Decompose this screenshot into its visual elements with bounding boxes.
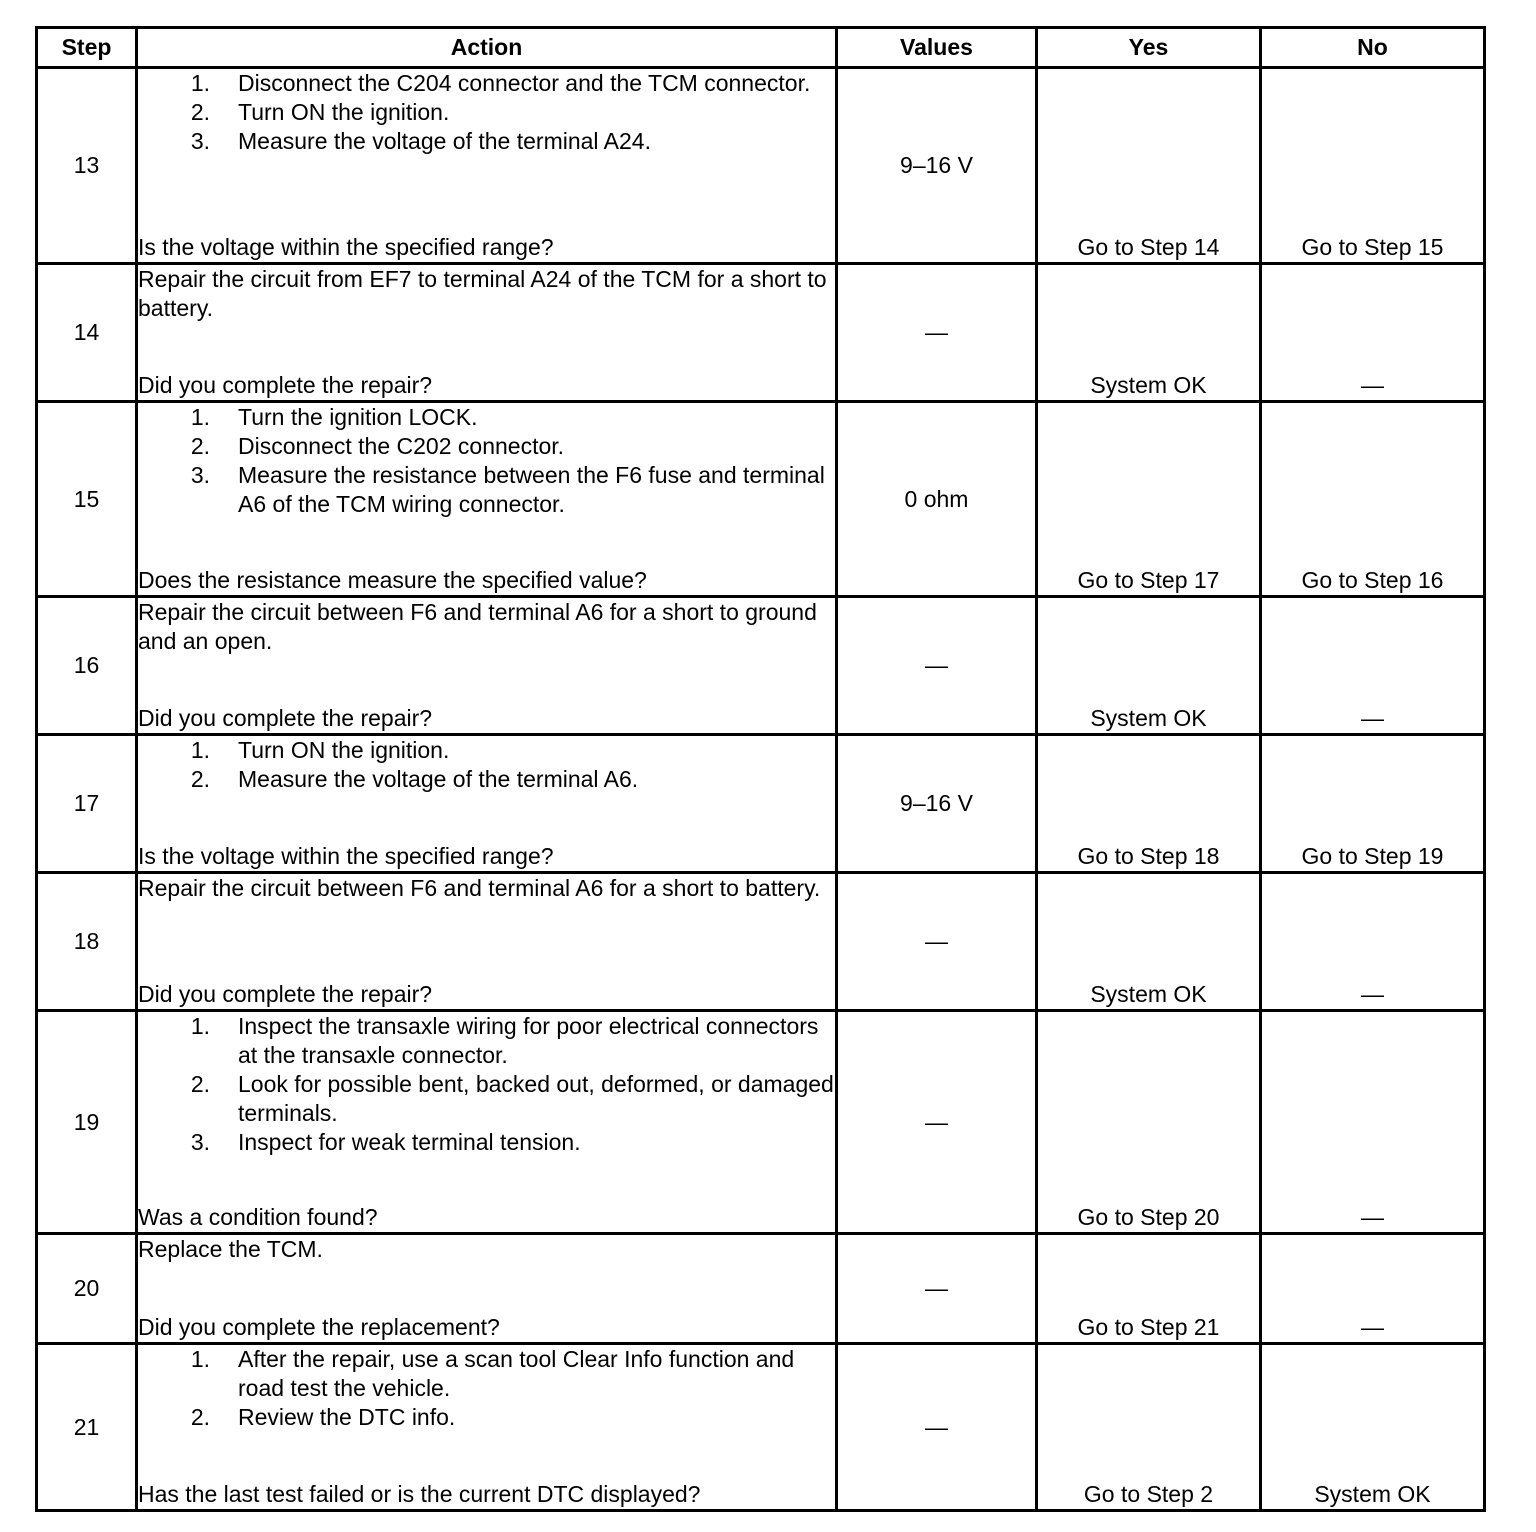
step-number: 15 <box>37 402 137 597</box>
list-item <box>138 403 835 432</box>
step-number: 21 <box>37 1344 137 1511</box>
value-cell: 9–16 V <box>837 68 1037 264</box>
list-item <box>138 1128 835 1157</box>
table-row <box>37 735 1485 873</box>
action-question: Was a condition found? <box>138 1204 378 1230</box>
list-item-number: 3. <box>190 462 210 488</box>
list-item-text: Turn ON the ignition. <box>238 99 450 125</box>
action-question: Did you complete the repair? <box>138 981 433 1007</box>
step-number: 17 <box>37 735 137 873</box>
step-number: 16 <box>37 597 137 735</box>
list-item-text: Disconnect the C202 connector. <box>238 433 565 459</box>
action-cell <box>137 1011 837 1234</box>
list-item-number: 2. <box>190 1404 210 1430</box>
diagnostic-table <box>35 26 1486 1512</box>
list-item-number: 2. <box>190 766 210 792</box>
step-header: Step <box>37 28 137 68</box>
action-content <box>138 1012 835 1232</box>
list-item-text: Measure the resistance between the F6 fuse and terminal A6 of the TCM wiring connector. <box>238 462 825 517</box>
list-item <box>138 1070 835 1128</box>
yes-cell: Go to Step 20 <box>1037 1011 1261 1234</box>
action-instruction: Repair the circuit between F6 and terminal A6 for a short to battery. <box>138 875 821 901</box>
action-content <box>138 874 835 1009</box>
yes-cell: System OK <box>1037 873 1261 1011</box>
table-row <box>37 1011 1485 1234</box>
yes-cell: System OK <box>1037 597 1261 735</box>
list-item <box>138 765 835 794</box>
value-cell: — <box>837 597 1037 735</box>
list-item-text: Disconnect the C204 connector and the TCM connector. <box>238 70 811 96</box>
action-cell <box>137 264 837 402</box>
list-item-text: Turn the ignition LOCK. <box>238 404 478 430</box>
no-cell: System OK <box>1261 1344 1485 1511</box>
no-cell: — <box>1261 873 1485 1011</box>
action-cell <box>137 735 837 873</box>
header-row <box>37 28 1485 68</box>
action-content <box>138 265 835 400</box>
table-body <box>37 68 1485 1511</box>
table-row <box>37 873 1485 1011</box>
list-item-text: Measure the voltage of the terminal A6. <box>238 766 639 792</box>
yes-cell: Go to Step 2 <box>1037 1344 1261 1511</box>
action-instruction: Replace the TCM. <box>138 1236 323 1262</box>
no-header: No <box>1261 28 1485 68</box>
list-item-text: Review the DTC info. <box>238 1404 456 1430</box>
action-content <box>138 403 835 595</box>
list-item-text: Inspect for weak terminal tension. <box>238 1129 581 1155</box>
no-cell: — <box>1261 597 1485 735</box>
list-item <box>138 461 835 519</box>
action-question: Did you complete the replacement? <box>138 1314 500 1340</box>
action-cell <box>137 402 837 597</box>
list-item-number: 1. <box>190 737 210 763</box>
list-item-text: Look for possible bent, backed out, deformed, or damaged terminals. <box>238 1071 834 1126</box>
action-instruction: Repair the circuit from EF7 to terminal A24 of the TCM for a short to battery. <box>138 266 827 321</box>
action-instruction: Repair the circuit between F6 and terminal A6 for a short to ground and an open. <box>138 599 817 654</box>
action-question: Is the voltage within the specified range? <box>138 843 554 869</box>
action-question: Did you complete the repair? <box>138 705 433 731</box>
action-content <box>138 736 835 871</box>
no-cell: — <box>1261 1234 1485 1344</box>
step-number: 13 <box>37 68 137 264</box>
yes-cell: Go to Step 14 <box>1037 68 1261 264</box>
list-item <box>138 1403 835 1432</box>
value-cell: — <box>837 873 1037 1011</box>
value-cell: 0 ohm <box>837 402 1037 597</box>
no-cell: Go to Step 15 <box>1261 68 1485 264</box>
value-cell: — <box>837 264 1037 402</box>
no-cell: Go to Step 16 <box>1261 402 1485 597</box>
list-item-number: 3. <box>190 1129 210 1155</box>
action-content <box>138 1345 835 1509</box>
list-item <box>138 432 835 461</box>
list-item-text: Measure the voltage of the terminal A24. <box>238 128 651 154</box>
table-row <box>37 402 1485 597</box>
list-item-number: 2. <box>190 433 210 459</box>
list-item <box>138 98 835 127</box>
action-steps-list <box>138 736 835 794</box>
list-item-text: Inspect the transaxle wiring for poor electrical connectors at the transaxle connector. <box>238 1013 819 1068</box>
action-steps-list <box>138 69 835 156</box>
action-cell <box>137 1234 837 1344</box>
table-row <box>37 264 1485 402</box>
value-cell: — <box>837 1234 1037 1344</box>
list-item-number: 1. <box>190 1013 210 1039</box>
yes-header: Yes <box>1037 28 1261 68</box>
no-cell: — <box>1261 264 1485 402</box>
action-cell <box>137 873 837 1011</box>
list-item-number: 1. <box>190 404 210 430</box>
action-content <box>138 598 835 733</box>
step-number: 18 <box>37 873 137 1011</box>
action-steps-list <box>138 403 835 519</box>
action-question: Has the last test failed or is the current DTC displayed? <box>138 1481 701 1507</box>
action-cell <box>137 1344 837 1511</box>
action-steps-list <box>138 1345 835 1432</box>
action-steps-list <box>138 1012 835 1157</box>
action-question: Does the resistance measure the specified value? <box>138 567 647 593</box>
list-item-number: 2. <box>190 1071 210 1097</box>
value-cell: — <box>837 1011 1037 1234</box>
list-item <box>138 736 835 765</box>
action-cell <box>137 597 837 735</box>
list-item-text: After the repair, use a scan tool Clear Info function and road test the vehicle. <box>238 1346 795 1401</box>
table-row <box>37 1234 1485 1344</box>
list-item <box>138 69 835 98</box>
values-header: Values <box>837 28 1037 68</box>
list-item-number: 2. <box>190 99 210 125</box>
list-item-number: 3. <box>190 128 210 154</box>
value-cell: — <box>837 1344 1037 1511</box>
action-question: Is the voltage within the specified range? <box>138 234 554 260</box>
yes-cell: Go to Step 17 <box>1037 402 1261 597</box>
list-item <box>138 1012 835 1070</box>
no-cell: Go to Step 19 <box>1261 735 1485 873</box>
action-cell <box>137 68 837 264</box>
value-cell: 9–16 V <box>837 735 1037 873</box>
action-question: Did you complete the repair? <box>138 372 433 398</box>
action-header: Action <box>137 28 837 68</box>
table-row <box>37 597 1485 735</box>
yes-cell: System OK <box>1037 264 1261 402</box>
list-item <box>138 1345 835 1403</box>
step-number: 19 <box>37 1011 137 1234</box>
no-cell: — <box>1261 1011 1485 1234</box>
yes-cell: Go to Step 18 <box>1037 735 1261 873</box>
table-row <box>37 1344 1485 1511</box>
list-item-number: 1. <box>190 70 210 96</box>
yes-cell: Go to Step 21 <box>1037 1234 1261 1344</box>
list-item-number: 1. <box>190 1346 210 1372</box>
list-item <box>138 127 835 156</box>
action-content <box>138 69 835 262</box>
step-number: 14 <box>37 264 137 402</box>
action-content <box>138 1235 835 1342</box>
step-number: 20 <box>37 1234 137 1344</box>
list-item-text: Turn ON the ignition. <box>238 737 450 763</box>
table-row <box>37 68 1485 264</box>
